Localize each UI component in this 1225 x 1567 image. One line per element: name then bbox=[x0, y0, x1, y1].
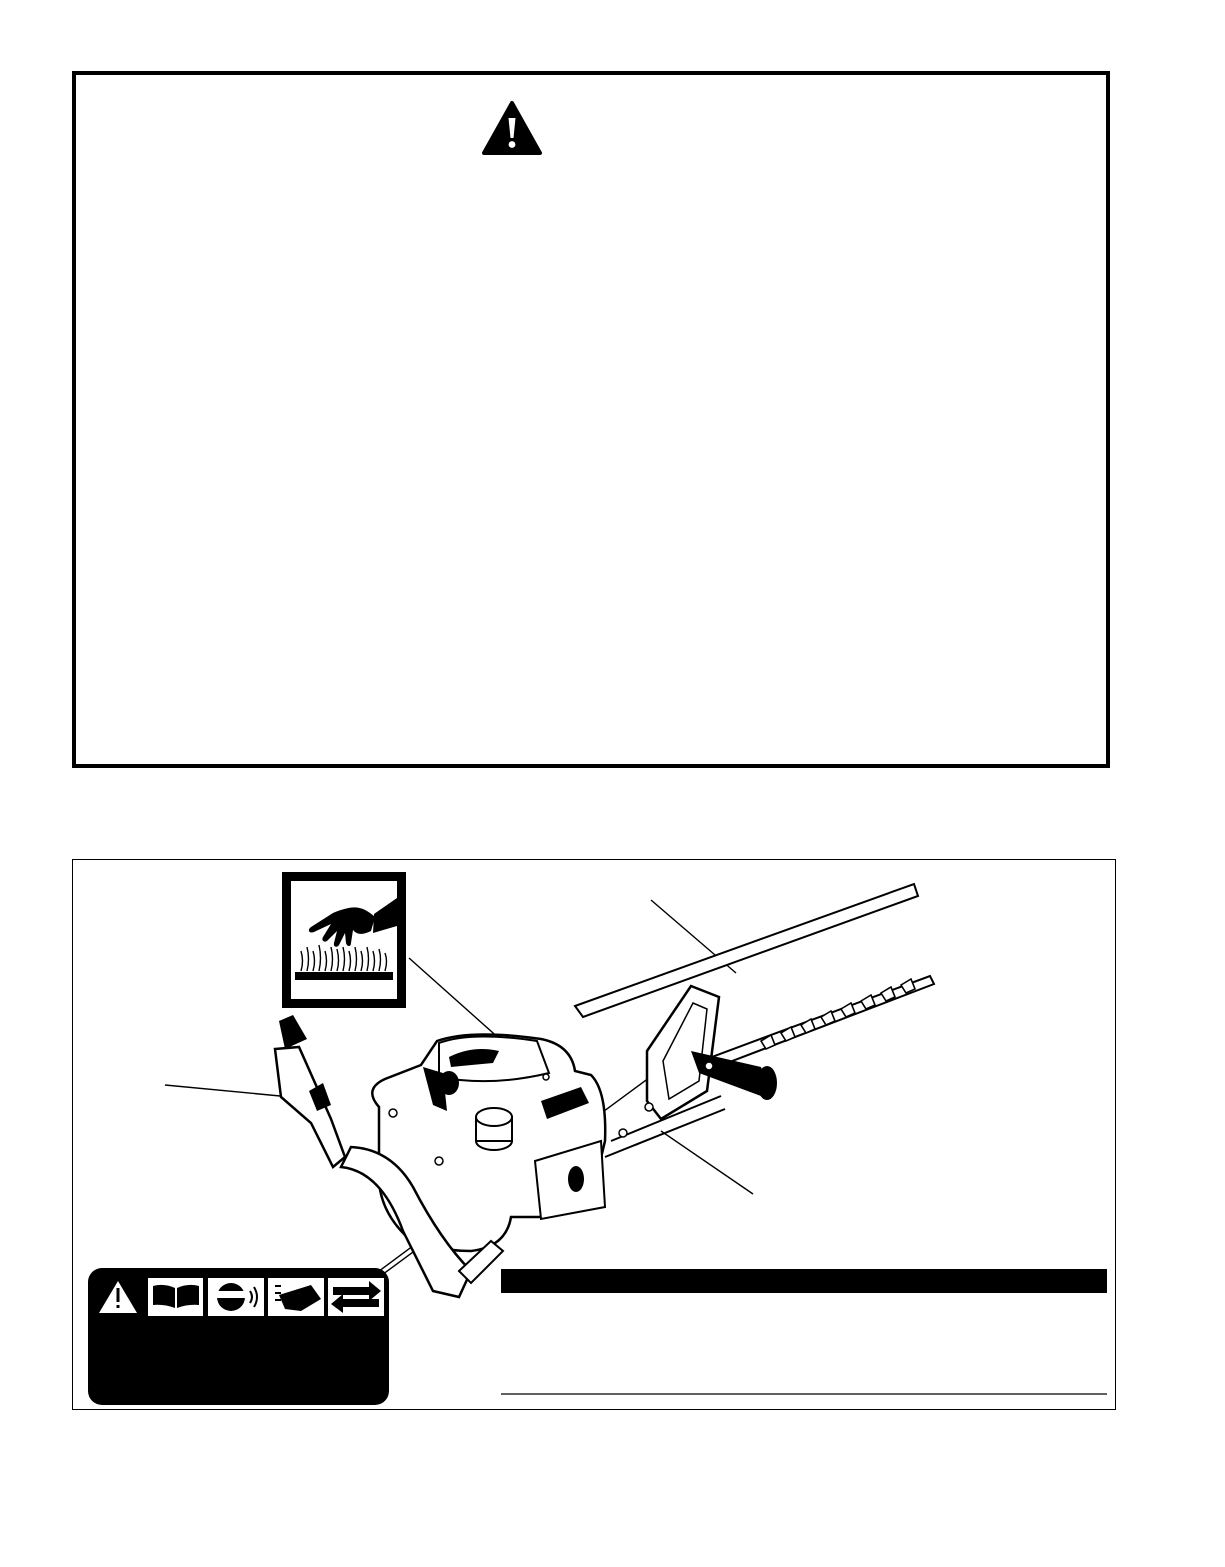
read-manual-book-icon bbox=[148, 1278, 203, 1316]
hedge-trimmer-figure bbox=[72, 859, 1116, 1410]
warning-box bbox=[72, 71, 1110, 768]
hedge-trimmer-illustration bbox=[73, 860, 1117, 1411]
fuel-cap bbox=[476, 1108, 512, 1150]
eye-ear-protection-icon bbox=[208, 1278, 264, 1316]
blade-direction-arrows-icon bbox=[328, 1278, 384, 1316]
warning-triangle-icon bbox=[481, 100, 543, 156]
table-header-bar bbox=[501, 1269, 1107, 1293]
warning-decal bbox=[88, 1268, 389, 1405]
gloves-hand-icon bbox=[268, 1278, 324, 1316]
hot-surface-hand-icon bbox=[282, 872, 406, 1008]
